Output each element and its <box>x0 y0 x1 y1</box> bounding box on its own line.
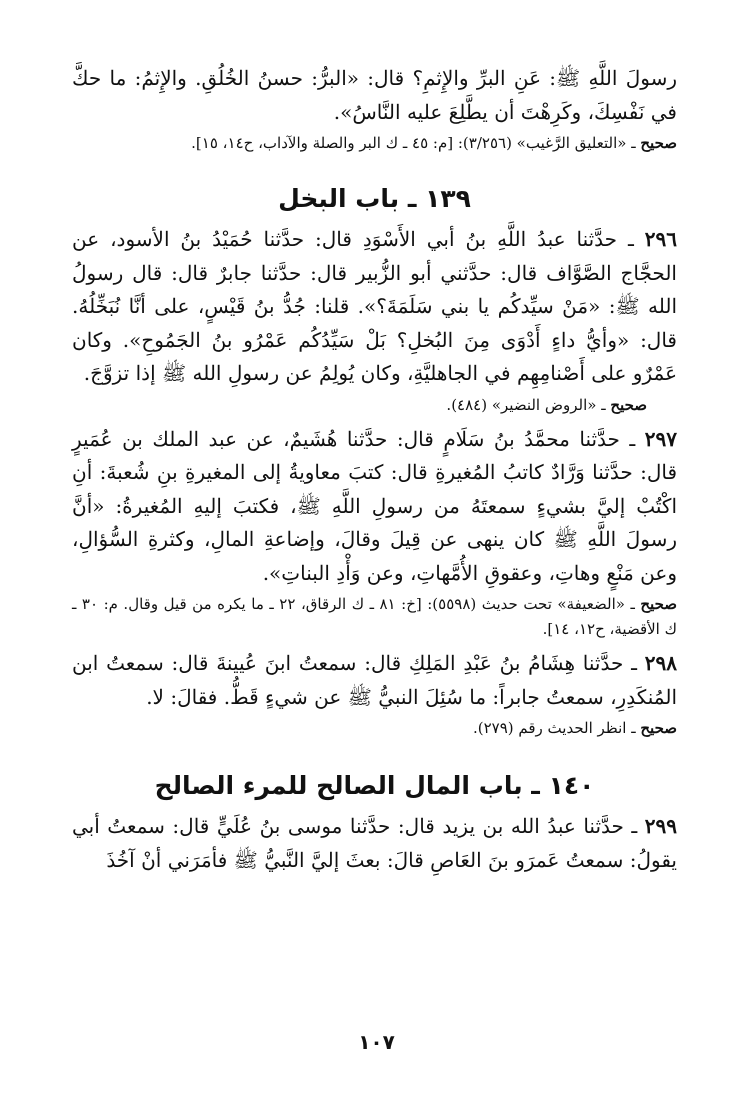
hadith-text: ـ حدَّثنا هِشَامُ بنُ عَبْدِ المَلِكِ قال: سمعتُ ابنَ عُيينةَ قال: سمعتُ ابن المُنكَدِرِ، سمعتُ جابراً: ما سُئِلَ النبيُّ ﷺ عن شيءٍ قَطُّ. فقالَ: لا. <box>72 651 677 709</box>
hadith-number: ٢٩٦ <box>644 227 677 251</box>
hadith-text: ـ حدَّثنا عبدُ اللَّهِ بنُ أبي الأَسْوَدِ قال: حدَّثنا حُمَيْدُ بنُ الأسود، عن الحجَّاج الصَّوَّاف قال: حدَّثني أبو الزُّبير قال: حدَّثنا جابرٌ قال: قال رسولُ الله ﷺ: «مَنْ سيِّدكُم يا بني سَلَمَةَ؟». قلنا: جُدُّ بنُ قَيْسٍ، على أنَّا نُبَخِّلُهُ. قال: «وأيُّ داءٍ أَدْوَى مِنَ البُخلِ؟ بَلْ سَيِّدُكُم عَمْرُو بنُ الجَمُوحِ». وكان عَمْرٌو على أَصْنامِهِم في الجاهليَّةِ، وكان يُولِمُ عن رسولِ الله ﷺ إذا تزوَّجَ. <box>72 227 677 385</box>
takhrij-text: ـ انظر الحديث رقم (٢٧٩). <box>472 719 641 737</box>
intro-text: رسولَ اللَّهِ ﷺ: عَنِ البرِّ والإِثمِ؟ قال: «البرُّ: حسنُ الخُلُقِ. والإِثمُ: ما حكَّ في نَفْسِكَ، وكَرِهْتَ أن يطَّلِعَ عليه النَّاسُ». <box>72 66 677 124</box>
hadith-297-takhrij <box>72 592 677 642</box>
takhrij-text: ـ «الضعيفة» تحت حديث (٥٥٩٨): [خ: ٨١ ـ ك الرقاق، ٢٢ ـ ما يكره من قيل وقال. م: ٣٠ ـ ك الأقضية، ح١٢، ١٤]. <box>72 595 677 638</box>
hadith-297 <box>72 423 677 591</box>
takhrij-text: ـ «الروض النضير» (٤٨٤). <box>446 395 611 414</box>
hadith-296 <box>72 223 677 391</box>
grade-label: صحيح <box>610 395 647 414</box>
intro-takhrij <box>72 131 677 156</box>
hadith-number: ٢٩٩ <box>644 814 677 838</box>
grade-label: صحيح <box>640 134 677 152</box>
hadith-text: ـ حدَّثنا عبدُ الله بن يزيد قال: حدَّثنا موسى بنُ عُلَيٍّ قال: سمعتُ أبي يقولُ: سمعتُ عَمرَو بنَ العَاصِ قالَ: بعثَ إليَّ النَّبيُّ ﷺ فأمَرَني أنْ آخُذَ <box>72 814 677 872</box>
chapter-heading-140: ١٤٠ ـ باب المال الصالح للمرء الصالح <box>154 771 595 800</box>
intro-paragraph <box>72 62 677 129</box>
hadith-number: ٢٩٨ <box>644 651 677 675</box>
page-number: ١٠٧ <box>358 1030 395 1054</box>
hadith-text: ـ حدَّثنا محمَّدُ بنُ سَلَامٍ قال: حدَّثنا هُشَيمٌ، عن عبد الملك بن عُمَيرٍ قال: حدَّثنا وَرَّادٌ كاتبُ المُغيرةِ قال: كتبَ معاويةُ إلى المغيرةِ بنِ شُعبةَ: أنِ اكْتُبْ إليَّ بشيءٍ سمعتَهُ من رسولِ اللَّهِ ﷺ، فكتبَ إليهِ المُغيرةُ: «أنَّ رسولَ اللَّهِ ﷺ كان ينهى عن قِيلَ وقالَ، وإضاعةِ المالِ، وكثرةِ السُّؤالِ، وعن مَنْعٍ وهاتِ، وعقوقِ الأُمَّهاتِ، وعن وَأْدِ البناتِ». <box>72 426 677 585</box>
chapter-heading-139: ١٣٩ ـ باب البخل <box>278 184 471 213</box>
hadith-296-takhrij <box>72 393 677 418</box>
grade-label: صحيح <box>640 595 677 613</box>
hadith-299 <box>72 810 677 877</box>
hadith-number: ٢٩٧ <box>644 426 677 451</box>
hadith-298 <box>72 647 677 714</box>
grade-label: صحيح <box>640 719 677 737</box>
hadith-298-takhrij <box>72 716 677 741</box>
takhrij-text: ـ «التعليق الرَّغيب» (٣/٢٥٦): [م: ٤٥ ـ ك البر والصلة والآداب، ح١٤، ١٥]. <box>191 134 641 152</box>
book-page <box>72 62 677 877</box>
